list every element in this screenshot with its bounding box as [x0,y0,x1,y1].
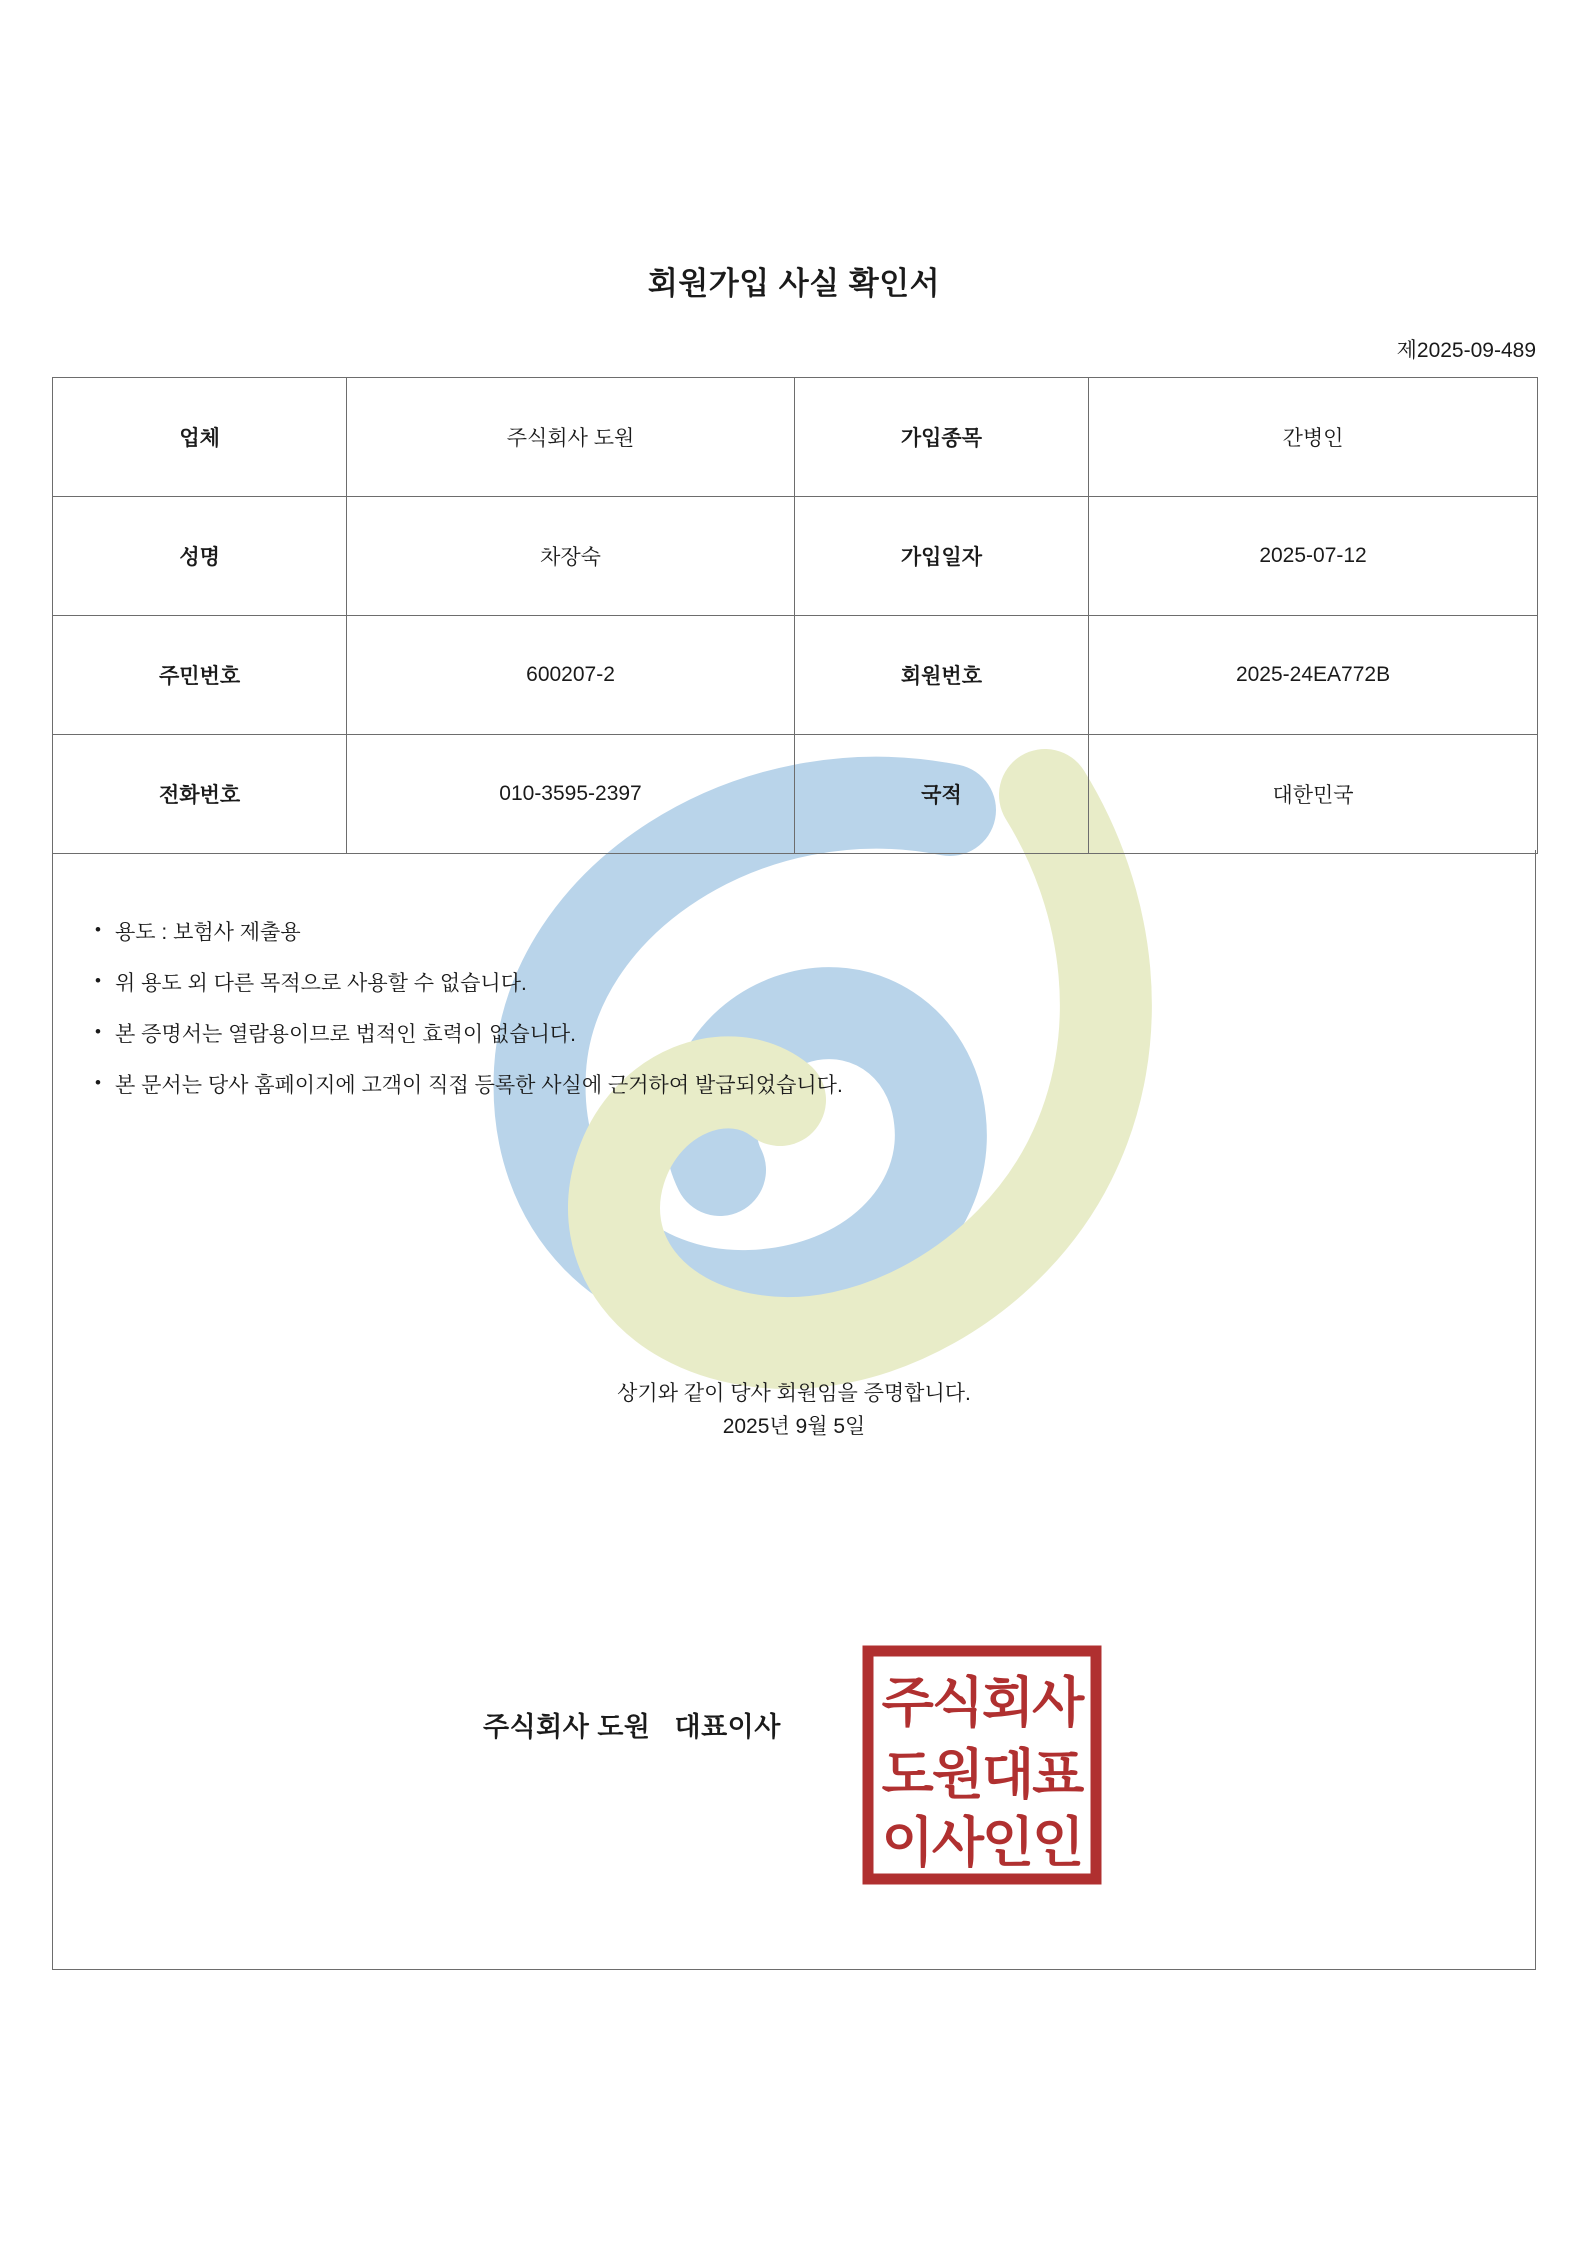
statement-line-1: 상기와 같이 당사 회원임을 증명합니다. [617,1382,971,1405]
table-row [53,497,1538,616]
list-item: • 위 용도 외 다른 목적으로 사용할 수 없습니다. [95,973,843,994]
member-info-table [52,377,1538,854]
svg-text:도원대표: 도원대표 [881,1745,1083,1805]
row-label-phone: 전화번호 [53,735,347,854]
row-value-join-date: 2025-07-12 [1089,497,1538,616]
row-label-member-number: 회원번호 [794,616,1088,735]
table-row [53,378,1538,497]
table-row [53,616,1538,735]
table-row [53,735,1538,854]
row-value-company: 주식회사 도원 [347,378,795,497]
row-value-resident-number: 600207-2 [347,616,795,735]
official-seal-stamp [862,1645,1102,1885]
row-label-name: 성명 [53,497,347,616]
row-label-nationality: 국적 [794,735,1088,854]
notes-section [52,850,1536,1970]
row-value-member-number: 2025-24EA772B [1089,616,1538,735]
document-number: 제2025-09-489 [1396,339,1536,362]
signature-line: 주식회사 도원 대표이사 [483,1712,781,1742]
row-label-resident-number: 주민번호 [53,616,347,735]
svg-text:주식회사: 주식회사 [881,1673,1083,1733]
list-item: • 본 증명서는 열람용이므로 법적인 효력이 없습니다. [95,1024,843,1045]
list-item: • 용도 : 보험사 제출용 [95,922,843,943]
row-label-join-date: 가입일자 [794,497,1088,616]
row-label-company: 업체 [53,378,347,497]
row-value-name: 차장숙 [347,497,795,616]
page-title: 회원가입 사실 확인서 [647,266,941,301]
row-label-join-type: 가입종목 [794,378,1088,497]
row-value-nationality: 대한민국 [1089,735,1538,854]
statement-line-2: 2025년 9월 5일 [722,1414,866,1438]
row-value-join-type: 간병인 [1089,378,1538,497]
svg-text:이사인인: 이사인인 [881,1813,1083,1873]
list-item: • 본 문서는 당사 홈페이지에 고객이 직접 등록한 사실에 근거하여 발급되었습니다. [95,1075,843,1096]
notes-list [95,922,843,1126]
certification-statement [53,1378,1535,1443]
row-value-phone: 010-3595-2397 [347,735,795,854]
